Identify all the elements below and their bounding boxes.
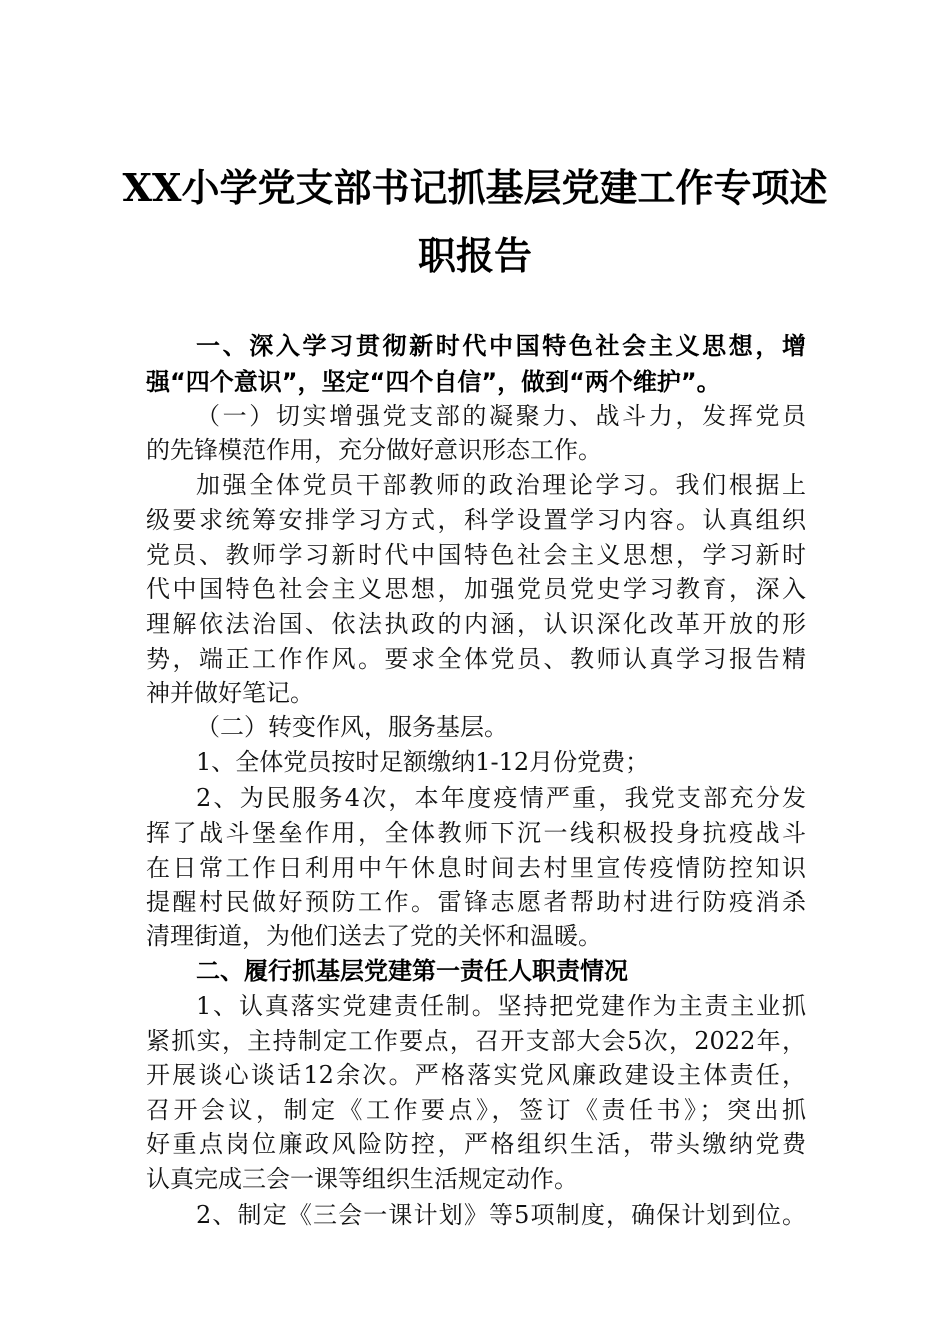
body-line: 神并做好笔记。: [146, 679, 314, 707]
body-line: 级要求统筹安排学习方式，科学设置学习内容。认真组织: [146, 506, 806, 534]
body-line: 好重点岗位廉政风险防控，严格组织生活，带头缴纳党费: [146, 1130, 806, 1158]
document-title-line-2: 职报告: [417, 233, 532, 278]
section-heading-2: 二、履行抓基层党建第一责任人职责情况: [196, 957, 628, 985]
body-line: 提醒村民做好预防工作。雷锋志愿者帮助村进行防疫消杀: [146, 888, 806, 916]
body-line: 代中国特色社会主义思想，加强党员党史学习教育，深入: [146, 575, 806, 603]
list-item-2: 2、制定《三会一课计划》等5项制度，确保计划到位。: [196, 1201, 806, 1229]
body-line: 开展谈心谈话12余次。严格落实党风廉政建设主体责任，: [146, 1061, 806, 1089]
document-title-line-1: XX小学党支部书记抓基层党建工作专项述: [122, 165, 828, 210]
body-line: 理解依法治国、依法执政的内涵，认识深化改革开放的形: [146, 610, 806, 638]
section-heading-1: 一、深入学习贯彻新时代中国特色社会主义思想，增: [196, 332, 806, 360]
subsection-heading-2: （二）转变作风，服务基层。: [196, 713, 508, 741]
list-item-1: 1、全体党员按时足额缴纳1-12月份党费；: [196, 748, 650, 776]
body-line: 召开会议，制定《工作要点》，签订《责任书》；突出抓: [146, 1096, 806, 1124]
body-line: 清理街道，为他们送去了党的关怀和温暖。: [146, 922, 602, 950]
body-line: 党员、教师学习新时代中国特色社会主义思想，学习新时: [146, 541, 806, 569]
list-item-1: 1、认真落实党建责任制。坚持把党建作为主责主业抓: [196, 992, 806, 1020]
body-line: 紧抓实，主持制定工作要点，召开支部大会5次，2022年，: [146, 1027, 806, 1055]
body-line: 在日常工作日利用中午休息时间去村里宣传疫情防控知识: [146, 854, 806, 882]
body-line: 认真完成三会一课等组织生活规定动作。: [146, 1165, 578, 1193]
subsection-heading-1-cont: 的先锋模范作用，充分做好意识形态工作。: [146, 436, 602, 464]
body-line: 加强全体党员干部教师的政治理论学习。我们根据上: [196, 471, 806, 499]
list-item-2: 2、为民服务4次，本年度疫情严重，我党支部充分发: [196, 784, 806, 812]
subsection-heading-1: （一）切实增强党支部的凝聚力、战斗力，发挥党员: [196, 402, 806, 430]
body-line: 势，端正工作作风。要求全体党员、教师认真学习报告精: [146, 645, 806, 673]
section-heading-1-cont: 强“四个意识”，坚定“四个自信”，做到“两个维护”。: [146, 368, 721, 396]
body-line: 挥了战斗堡垒作用，全体教师下沉一线积极投身抗疫战斗: [146, 819, 806, 847]
